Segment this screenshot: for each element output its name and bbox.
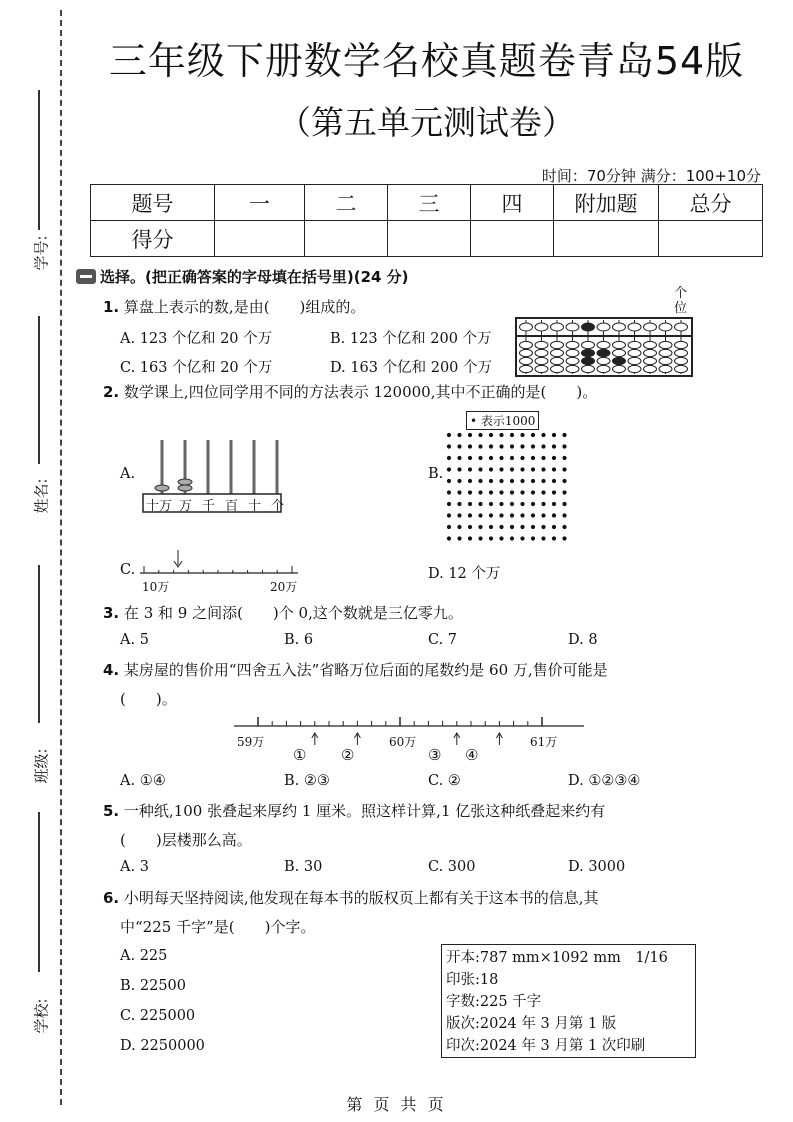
tick-label: 59万 xyxy=(237,735,265,749)
question-text: 算盘上表示的数,是由( )组成的。 xyxy=(123,298,366,316)
option-b: B. 123 个亿和 200 个万 xyxy=(330,331,492,347)
binding-label: 学号: xyxy=(32,235,51,271)
option-c: C. 163 个亿和 20 个万 xyxy=(120,360,273,376)
abacus-figure xyxy=(514,282,694,378)
option-c: C. ② xyxy=(428,773,461,789)
dot-grid-figure xyxy=(444,430,570,546)
abacus-label-ge: 个 xyxy=(674,286,688,301)
rod-label: 万 xyxy=(178,499,192,514)
question-number: 4. xyxy=(103,661,120,679)
option-b: B. ②③ xyxy=(284,773,330,789)
question-5 xyxy=(103,800,605,821)
score-header-cell: 四 xyxy=(471,185,554,221)
score-header-cell: 总分 xyxy=(659,185,763,221)
mark-label: ② xyxy=(341,746,355,764)
score-cell[interactable] xyxy=(388,221,471,257)
question-text: 在 3 和 9 之间添( )个 0,这个数就是三亿零九。 xyxy=(123,604,463,622)
abacus-icon xyxy=(514,316,694,378)
number-line-figure xyxy=(138,548,303,580)
question-number: 6. xyxy=(103,889,120,907)
question-text: 小明每天坚持阅读,他发现在每本书的版权页上都有关于这本书的信息,其 xyxy=(123,889,599,907)
binding-label: 姓名: xyxy=(32,478,51,514)
option-a: A. 123 个亿和 20 个万 xyxy=(120,331,273,347)
option-d: D. 163 个亿和 200 个万 xyxy=(330,360,493,376)
page-footer: 第 页 共 页 xyxy=(346,1095,447,1114)
option-a: A. 3 xyxy=(120,859,149,875)
info-line: 印张:18 xyxy=(446,972,499,988)
score-cell[interactable] xyxy=(554,221,659,257)
option-b: B. 22500 xyxy=(120,978,187,994)
question-number: 3. xyxy=(103,604,120,622)
option-d: D. 2250000 xyxy=(120,1038,205,1054)
mark-label: ① xyxy=(293,746,307,764)
option-a: A. 225 xyxy=(120,948,168,964)
score-cell[interactable] xyxy=(659,221,763,257)
question-2 xyxy=(103,381,597,402)
binding-label: 班级: xyxy=(32,748,51,784)
question-1 xyxy=(103,296,365,317)
score-cell[interactable] xyxy=(215,221,305,257)
option-a: A. ①④ xyxy=(120,773,166,789)
tick-label: 61万 xyxy=(530,735,558,749)
section-title: 选择。(把正确答案的字母填在括号里)(24 分) xyxy=(100,268,409,286)
rod-label: 十万 xyxy=(145,499,172,514)
option-a: A. xyxy=(120,466,136,482)
question-number: 1. xyxy=(103,298,120,316)
score-header-cell: 题号 xyxy=(91,185,215,221)
exam-meta: 时间：70分钟 满分：100+10分 xyxy=(541,167,761,185)
info-line: 开本:787 mm×1092 mm 1/16 xyxy=(446,950,668,966)
rod-label: 百 xyxy=(224,499,238,514)
option-d: D. 8 xyxy=(568,632,598,648)
section-one-icon xyxy=(76,269,96,284)
binding-dashed-line xyxy=(60,10,62,1105)
mark-label: ④ xyxy=(465,746,479,764)
option-c: C. 300 xyxy=(428,859,476,875)
score-header-cell: 三 xyxy=(388,185,471,221)
score-cell[interactable] xyxy=(305,221,388,257)
question-text: 一种纸,100 张叠起来厚约 1 厘米。照这样计算,1 亿张这种纸叠起来约有 xyxy=(123,802,606,820)
question-3 xyxy=(103,602,463,623)
number-line-start-label: 10万 xyxy=(142,580,170,594)
info-line: 版次:2024 年 3 月第 1 版 xyxy=(446,1016,617,1032)
question-6-continued: 中“225 千字”是( )个字。 xyxy=(120,918,316,936)
page-title: 三年级下册数学名校真题卷青岛54版 xyxy=(108,39,745,83)
score-table-header-row xyxy=(91,185,763,221)
score-row-label: 得分 xyxy=(91,221,215,257)
tick-label: 60万 xyxy=(389,735,417,749)
score-header-cell: 二 xyxy=(305,185,388,221)
option-a: A. 5 xyxy=(120,632,149,648)
copyright-info-box xyxy=(441,944,696,1058)
option-d: D. ①②③④ xyxy=(568,773,641,789)
mark-label: ③ xyxy=(428,746,442,764)
score-table xyxy=(90,184,763,257)
question-6 xyxy=(103,887,598,908)
question-text: 某房屋的售价用“四舍五入法”省略万位后面的尾数约是 60 万,售价可能是 xyxy=(123,661,608,679)
score-header-cell: 一 xyxy=(215,185,305,221)
info-line: 字数:225 千字 xyxy=(446,994,542,1010)
option-b: B. 30 xyxy=(284,859,323,875)
rod-label: 千 xyxy=(201,499,215,514)
option-d: D. 3000 xyxy=(568,859,626,875)
score-table-score-row xyxy=(91,221,763,257)
option-b: B. 6 xyxy=(284,632,314,648)
option-b: B. xyxy=(428,466,444,482)
option-c: C. 7 xyxy=(428,632,458,648)
number-line-end-label: 20万 xyxy=(270,580,298,594)
dots-legend: • 表示1000 xyxy=(466,411,539,430)
score-cell[interactable] xyxy=(471,221,554,257)
question-number: 2. xyxy=(103,383,120,401)
score-header-cell: 附加题 xyxy=(554,185,659,221)
option-c: C. xyxy=(120,562,136,578)
question-4 xyxy=(103,659,608,680)
abacus-beads xyxy=(520,320,688,374)
question-4-continued: ( )。 xyxy=(120,690,177,708)
binding-label: 学校: xyxy=(32,998,51,1034)
info-line: 印次:2024 年 3 月第 1 次印刷 xyxy=(446,1038,646,1054)
question-5-continued: ( )层楼那么高。 xyxy=(120,831,252,849)
rod-label: 个 xyxy=(270,499,284,514)
question-text: 数学课上,四位同学用不同的方法表示 120000,其中不正确的是( )。 xyxy=(123,383,598,401)
question-number: 5. xyxy=(103,802,120,820)
rod-label: 十 xyxy=(247,499,261,514)
option-c: C. 225000 xyxy=(120,1008,196,1024)
page-subtitle: （第五单元测试卷） xyxy=(278,103,575,142)
abacus-label-wei: 位 xyxy=(674,301,688,316)
option-d: D. 12 个万 xyxy=(428,566,501,582)
section-heading xyxy=(76,266,409,287)
